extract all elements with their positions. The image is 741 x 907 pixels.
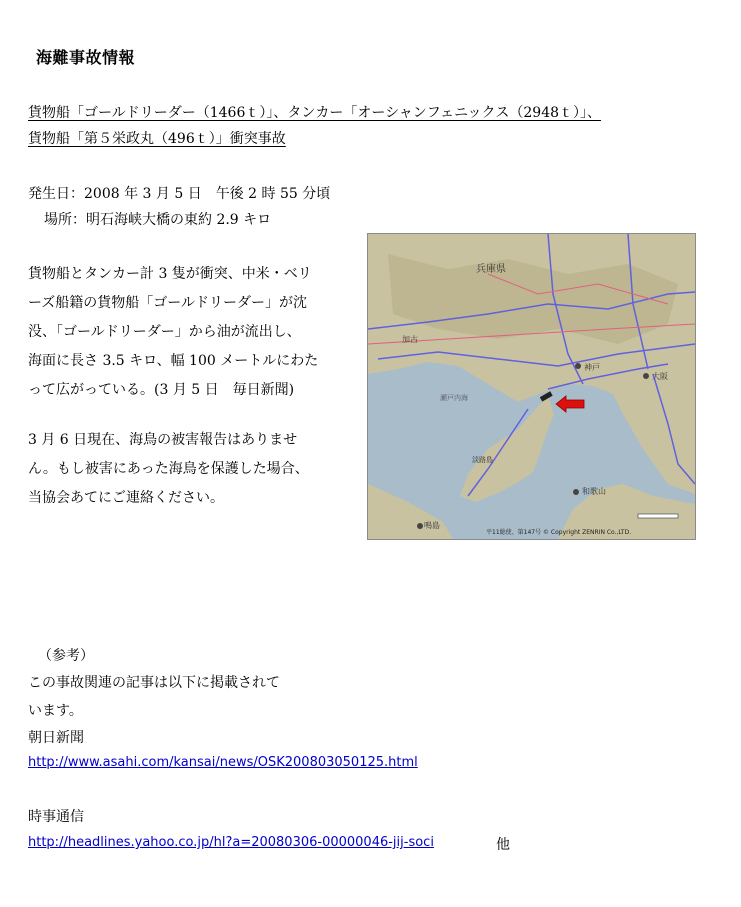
map-label-kobe: 神戸 — [584, 363, 600, 372]
map-label-seto: 瀬戸内海 — [440, 394, 468, 402]
reference-link-jiji-wrapper — [28, 834, 434, 850]
description-line: 貨物船とタンカー計 3 隻が衝突、中米・ベリ — [28, 266, 312, 282]
map-label-hyogo: 兵庫県 — [476, 264, 506, 275]
incident-map — [367, 233, 696, 540]
map-label-osaka: 大阪 — [652, 372, 668, 381]
headline-line-1: 貨物船「ゴールドリーダー（1466ｔ）」、タンカー「オーシャンフェニックス（2948ｔ）」、 — [28, 105, 602, 121]
incident-place: 場所：明石海峡大橋の東約 2.9 キロ — [44, 212, 272, 228]
map-label-naruto: 鳴島 — [424, 521, 440, 530]
seabird-notice — [28, 426, 356, 513]
reference-intro-line-1: この事故関連の記事は以下に掲載されて — [28, 675, 280, 691]
description-line: って広がっている。(3 月 5 日 毎日新聞) — [28, 382, 295, 398]
map-marker-kobe — [575, 363, 581, 369]
map-graphic — [368, 234, 695, 539]
map-marker-wakayama — [573, 489, 579, 495]
asahi-article-link[interactable]: http://www.asahi.com/kansai/news/OSK200803050125.html — [28, 755, 418, 770]
reference-link-asahi-wrapper — [28, 754, 418, 770]
reference-source-asahi: 朝日新聞 — [28, 730, 84, 746]
map-credit: 平11総使、第147号 © Copyright ZENRIN Co.,LTD. — [486, 529, 632, 536]
reference-label: （参考） — [38, 648, 94, 664]
notice-line: 当協会あてにご連絡ください。 — [28, 490, 224, 506]
map-label-kakogawa: 加古 — [402, 335, 418, 344]
notice-line: ん。もし被害にあった海鳥を保護した場合、 — [28, 461, 309, 477]
incident-headline — [28, 100, 688, 152]
incident-description — [28, 260, 356, 405]
description-line: 海面に長さ 3.5 キロ、幅 100 メートルにわた — [28, 353, 319, 369]
reference-intro-line-2: います。 — [28, 703, 83, 719]
headline-line-2: 貨物船「第５栄政丸（496ｔ）」衝突事故 — [28, 131, 286, 147]
map-scale-bar — [638, 514, 678, 518]
map-marker-naruto — [417, 523, 423, 529]
description-line: 没、「ゴールドリーダー」から油が流出し、 — [28, 324, 301, 340]
page-title: 海難事故情報 — [36, 48, 136, 67]
map-marker-osaka — [643, 373, 649, 379]
map-label-wakayama: 和歌山 — [582, 487, 606, 496]
reference-source-jiji: 時事通信 — [28, 809, 84, 825]
incident-date: 発生日：2008 年 3 月 5 日 午後 2 時 55 分頃 — [28, 186, 331, 202]
description-line: ーズ船籍の貨物船「ゴールドリーダー」が沈 — [28, 295, 308, 311]
map-label-awaji: 淡路島 — [472, 456, 493, 464]
reference-others: 他 — [496, 837, 510, 853]
jiji-article-link[interactable]: http://headlines.yahoo.co.jp/hl?a=20080306-00000046-jij-soci — [28, 835, 434, 850]
notice-line: 3 月 6 日現在、海鳥の被害報告はありませ — [28, 432, 298, 448]
